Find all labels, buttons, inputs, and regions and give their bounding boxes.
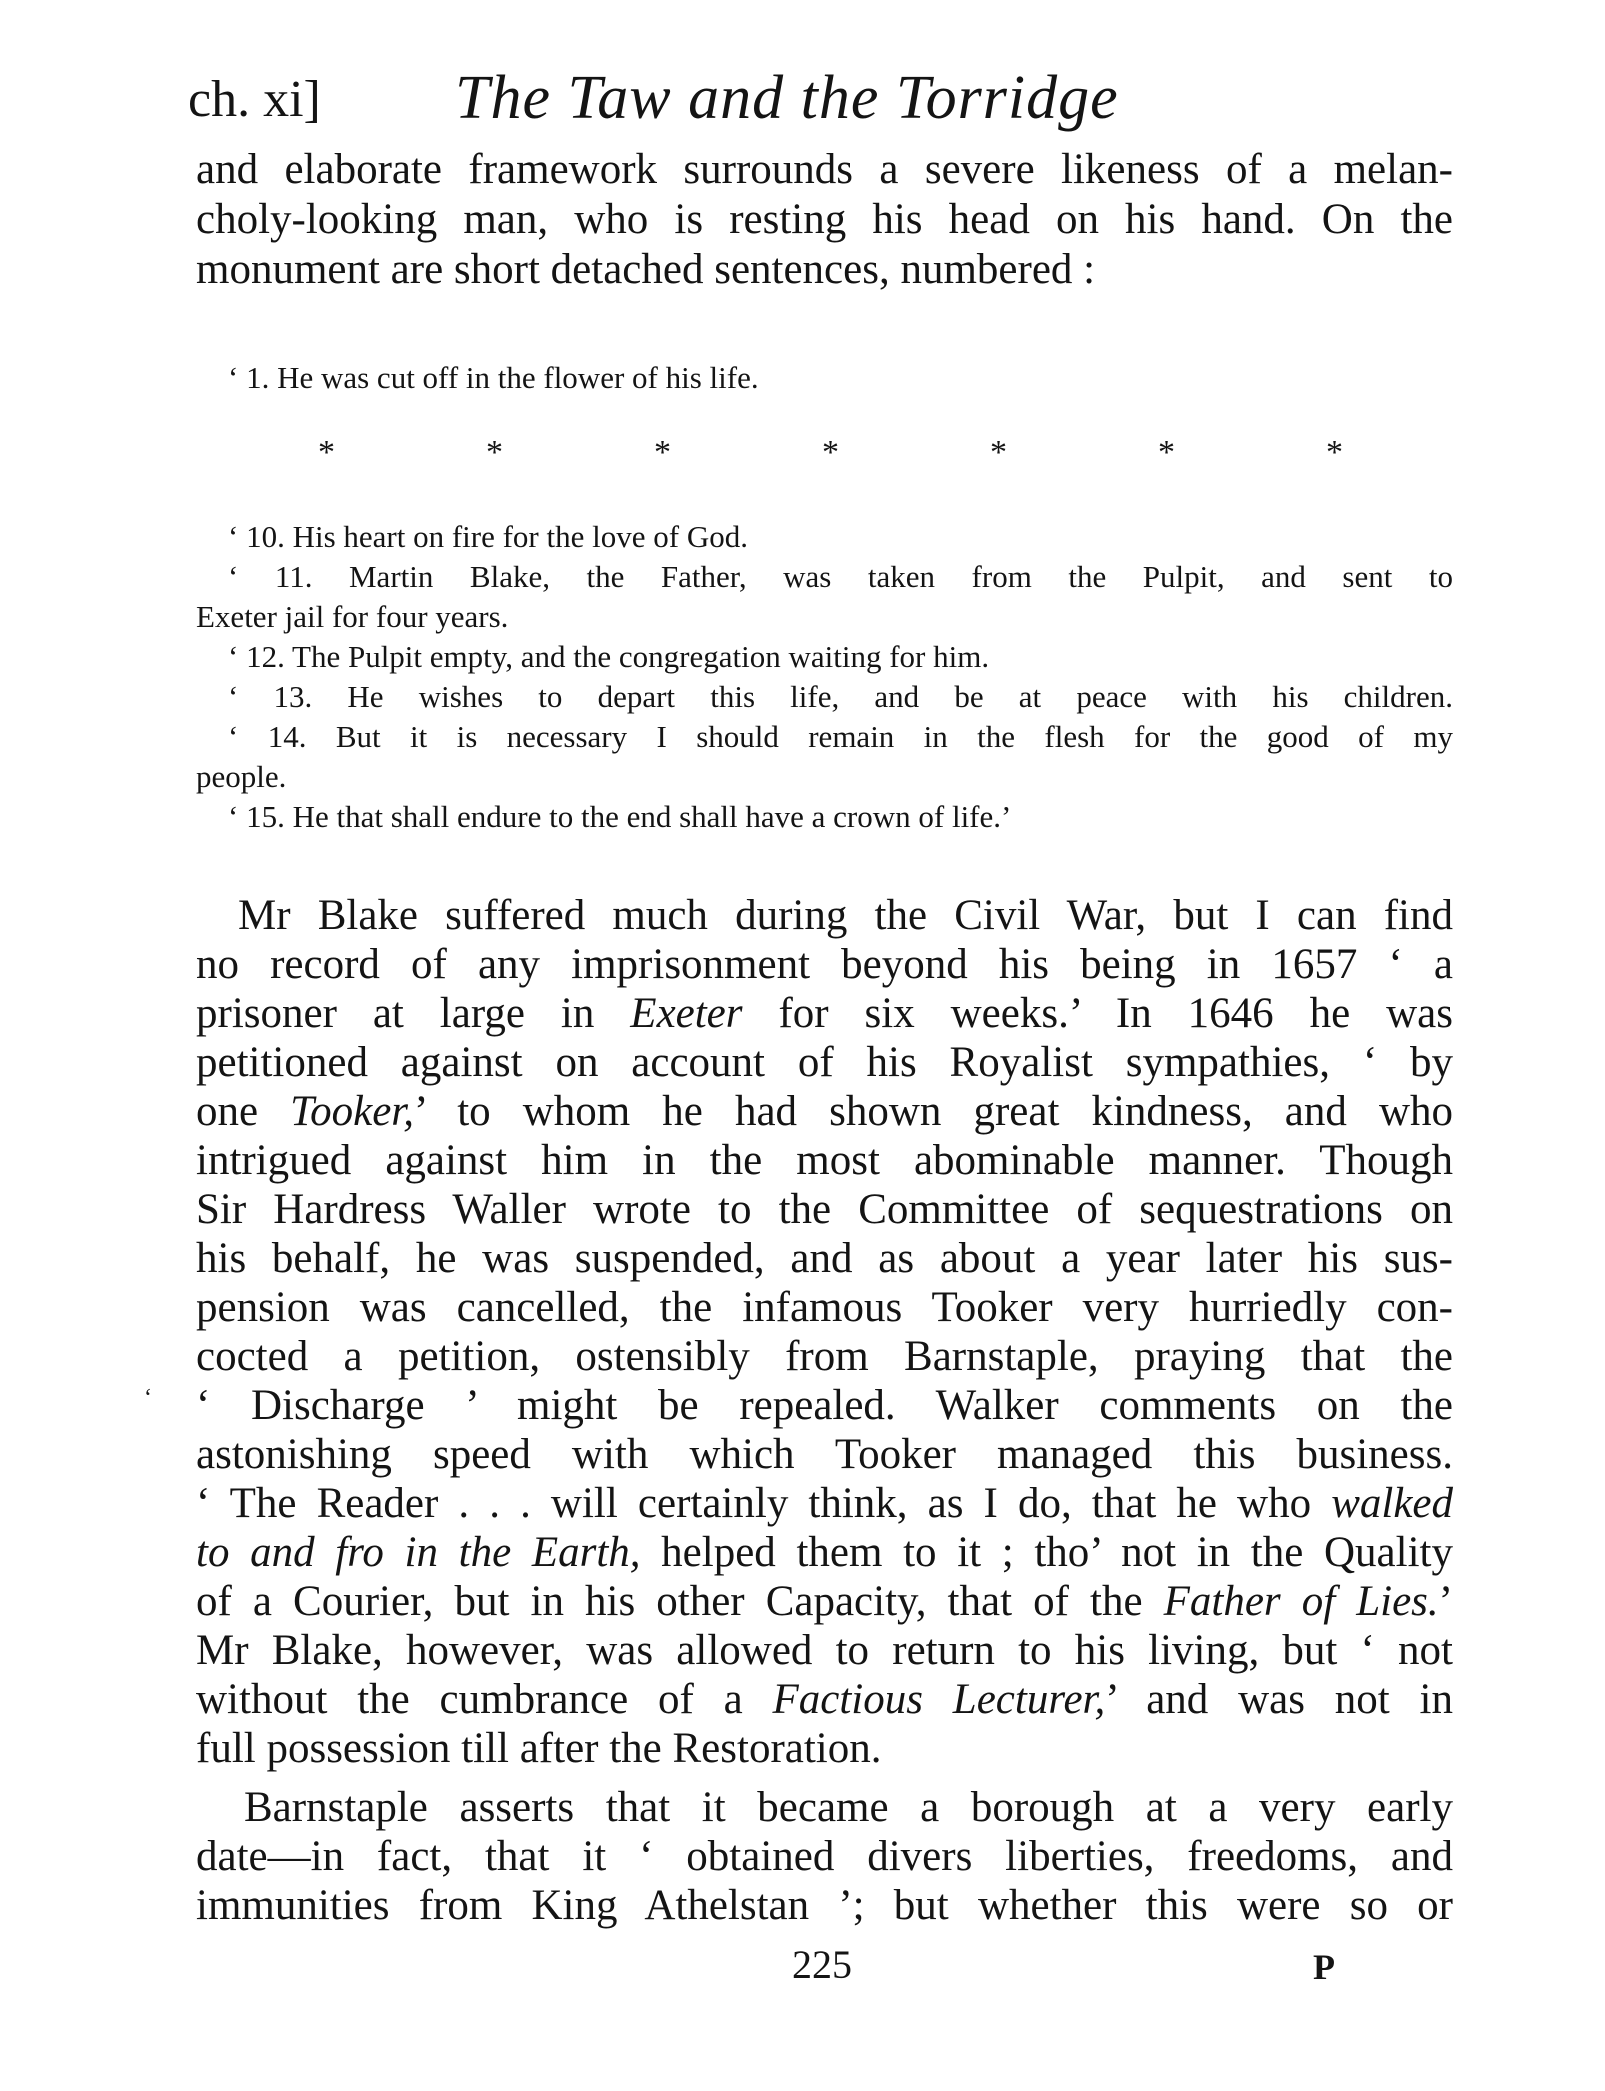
body-line: Mr Blake, however, was allowed to return to his living, but ‘ not xyxy=(196,1627,1453,1674)
quote-line-11-cont: Exeter jail for four years. xyxy=(196,599,509,634)
body-line: ‘ The Reader . . . will certainly think, as I do, that he who walked xyxy=(196,1480,1453,1527)
body-line: no record of any imprisonment beyond his being in 1657 ‘ a xyxy=(196,941,1453,988)
quote-line-14-cont: people. xyxy=(196,759,287,794)
running-header-chapter: ch. xi] xyxy=(188,71,321,128)
star: * xyxy=(822,434,839,471)
body-line: his behalf, he was suspended, and as about a year later his sus- xyxy=(196,1235,1453,1282)
body-line: pension was cancelled, the infamous Tooker very hurriedly con- xyxy=(196,1284,1453,1331)
quote-line-14: ‘ 14. But it is necessary I should remain in the flesh for the good of my xyxy=(228,719,1453,754)
star: * xyxy=(990,434,1007,471)
body-line: to and fro in the Earth, helped them to it ; tho’ not in the Quality xyxy=(196,1529,1453,1576)
italic-text: Tooker, xyxy=(290,1088,415,1135)
signature-mark: P xyxy=(1313,1947,1335,1987)
body-line: Barnstaple asserts that it became a borough at a very early xyxy=(244,1784,1453,1831)
body-line: ‘ Discharge ’ might be repealed. Walker comments on the xyxy=(196,1382,1453,1429)
page-number: 225 xyxy=(792,1942,852,1987)
body-line: astonishing speed with which Tooker managed this business. xyxy=(196,1431,1453,1478)
star: * xyxy=(654,434,671,471)
quote-line-11: ‘ 11. Martin Blake, the Father, was taken from the Pulpit, and sent to xyxy=(228,559,1453,594)
star: * xyxy=(318,434,335,471)
star: * xyxy=(1326,434,1343,471)
body-line: choly-looking man, who is resting his head on his hand. On the xyxy=(196,196,1453,243)
body-line: prisoner at large in Exeter for six weeks.’ In 1646 he was xyxy=(196,990,1453,1037)
body-line: petitioned against on account of his Royalist sympathies, ‘ by xyxy=(196,1039,1453,1086)
star: * xyxy=(1158,434,1175,471)
italic-text: to and fro in the Earth, xyxy=(196,1529,641,1576)
quote-line-12: ‘ 12. The Pulpit empty, and the congregation waiting for him. xyxy=(228,639,990,674)
body-line: monument are short detached sentences, numbered : xyxy=(196,246,1096,293)
star: * xyxy=(486,434,503,471)
body-line: and elaborate framework surrounds a severe likeness of a melan- xyxy=(196,146,1453,193)
quote-line-1: ‘ 1. He was cut off in the flower of his life. xyxy=(228,360,759,395)
italic-text: Exeter xyxy=(630,990,743,1037)
body-line: Mr Blake suffered much during the Civil War, but I can find xyxy=(238,892,1453,939)
body-line: without the cumbrance of a Factious Lecturer,’ and was not in xyxy=(196,1676,1453,1723)
body-line: Sir Hardress Waller wrote to the Committee of sequestrations on xyxy=(196,1186,1453,1233)
margin-mark: ‘ xyxy=(144,1385,152,1411)
body-line: immunities from King Athelstan ’; but whether this were so or xyxy=(196,1882,1453,1929)
ellipsis-stars xyxy=(318,433,1343,473)
body-line: one Tooker,’ to whom he had shown great kindness, and who xyxy=(196,1088,1453,1135)
body-line: of a Courier, but in his other Capacity, that of the Father of Lies.’ xyxy=(196,1578,1453,1625)
body-line: intrigued against him in the most abominable manner. Though xyxy=(196,1137,1453,1184)
running-header-title: The Taw and the Torridge xyxy=(455,64,1119,132)
quote-line-13: ‘ 13. He wishes to depart this life, and be at peace with his children. xyxy=(228,679,1453,714)
body-line: full possession till after the Restoration. xyxy=(196,1725,882,1772)
quote-line-10: ‘ 10. His heart on fire for the love of God. xyxy=(228,519,748,554)
quote-line-15: ‘ 15. He that shall endure to the end shall have a crown of life.’ xyxy=(228,799,1012,834)
body-line: cocted a petition, ostensibly from Barnstaple, praying that the xyxy=(196,1333,1453,1380)
italic-text: Factious Lecturer, xyxy=(772,1676,1106,1723)
italic-text: walked xyxy=(1331,1480,1453,1527)
body-line: date—in fact, that it ‘ obtained divers liberties, freedoms, and xyxy=(196,1833,1453,1880)
italic-text: Father of Lies. xyxy=(1163,1578,1439,1625)
